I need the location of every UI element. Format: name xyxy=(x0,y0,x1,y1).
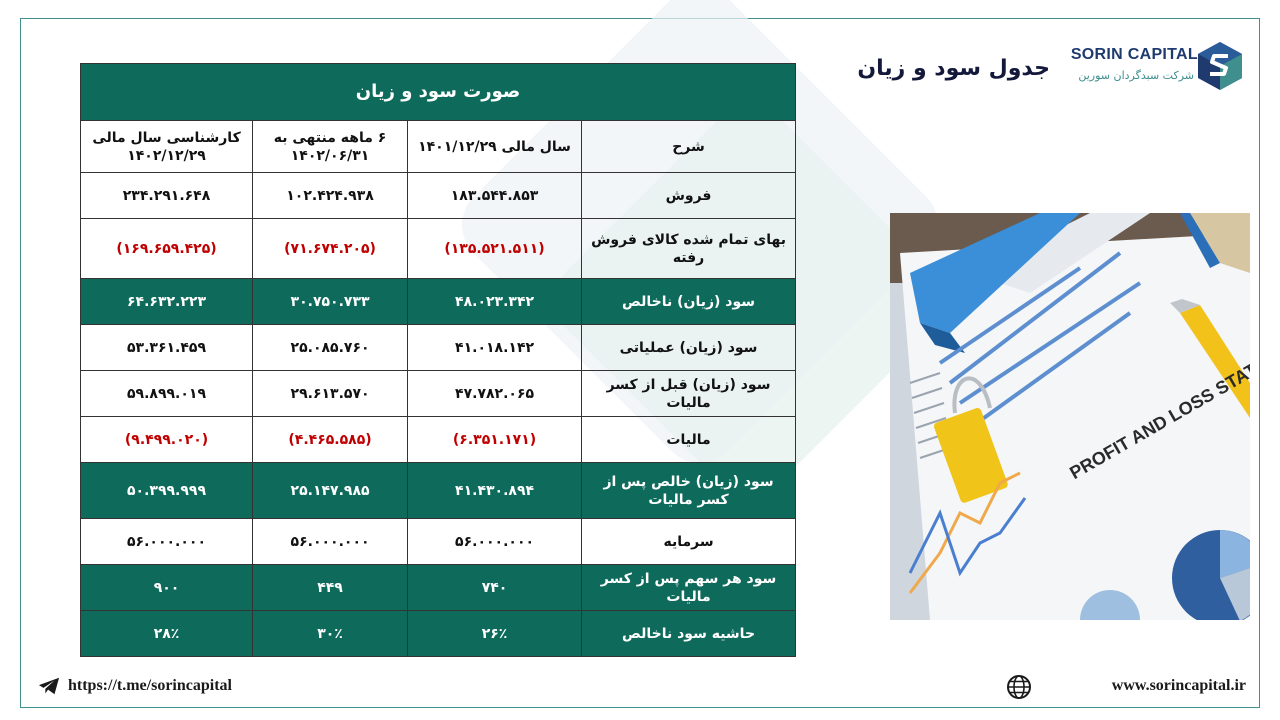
cell-value: ۳۰٪ xyxy=(253,611,408,657)
row-label: سود (زیان) خالص پس از کسر مالیات xyxy=(582,463,796,519)
table-row xyxy=(81,371,796,417)
column-header: کارشناسی سال مالی ۱۴۰۲/۱۲/۲۹ xyxy=(81,121,253,173)
cell-value: ۹۰۰ xyxy=(81,565,253,611)
cell-value: (۴.۴۶۵.۵۸۵) xyxy=(253,417,408,463)
cell-value: ۳۰.۷۵۰.۷۳۳ xyxy=(253,279,408,325)
cell-value: ۵۶.۰۰۰.۰۰۰ xyxy=(408,519,582,565)
table-row xyxy=(81,611,796,657)
table-row xyxy=(81,463,796,519)
page-title: جدول سود و زیان xyxy=(857,56,1050,81)
cell-value: ۲۸٪ xyxy=(81,611,253,657)
cell-value: ۲۳۴.۲۹۱.۶۴۸ xyxy=(81,173,253,219)
cell-value: ۲۹.۶۱۳.۵۷۰ xyxy=(253,371,408,417)
cell-value: ۴۱.۴۳۰.۸۹۴ xyxy=(408,463,582,519)
cell-value: ۲۵.۰۸۵.۷۶۰ xyxy=(253,325,408,371)
cell-value: ۷۴۰ xyxy=(408,565,582,611)
column-header: ۶ ماهه منتهی به ۱۴۰۲/۰۶/۳۱ xyxy=(253,121,408,173)
brand-name: SORIN CAPITAL xyxy=(1070,46,1198,63)
row-label: سود (زیان) ناخالص xyxy=(582,279,796,325)
row-label: حاشیه سود ناخالص xyxy=(582,611,796,657)
cell-value: (۶.۳۵۱.۱۷۱) xyxy=(408,417,582,463)
table-row xyxy=(81,417,796,463)
brand-logo xyxy=(1044,40,1244,94)
table-title: صورت سود و زیان xyxy=(81,64,796,121)
cell-value: ۵۳.۳۶۱.۴۵۹ xyxy=(81,325,253,371)
row-label: سود هر سهم پس از کسر مالیات xyxy=(582,565,796,611)
cell-value: ۱۰۲.۴۲۴.۹۳۸ xyxy=(253,173,408,219)
telegram-icon xyxy=(38,676,60,696)
cell-value: ۵۰.۳۹۹.۹۹۹ xyxy=(81,463,253,519)
photo-illustration xyxy=(890,213,1250,620)
cell-value: ۴۸.۰۲۳.۳۴۲ xyxy=(408,279,582,325)
profit-loss-photo xyxy=(890,213,1250,620)
profit-loss-table xyxy=(80,63,796,657)
row-label: سود (زیان) عملیاتی xyxy=(582,325,796,371)
table-row xyxy=(81,173,796,219)
row-label: فروش xyxy=(582,173,796,219)
cell-value: ۵۶.۰۰۰.۰۰۰ xyxy=(81,519,253,565)
cell-value: (۱۳۵.۵۲۱.۵۱۱) xyxy=(408,219,582,279)
cell-value: ۶۴.۶۳۲.۲۲۳ xyxy=(81,279,253,325)
cell-value: (۹.۴۹۹.۰۲۰) xyxy=(81,417,253,463)
table-row xyxy=(81,325,796,371)
telegram-url[interactable]: https://t.me/sorincapital xyxy=(68,677,232,694)
brand-subtitle: شرکت سبدگردان سورین xyxy=(1078,69,1194,82)
cell-value: (۷۱.۶۷۴.۲۰۵) xyxy=(253,219,408,279)
row-label: بهای تمام شده کالای فروش رفته xyxy=(582,219,796,279)
cell-value: ۲۵.۱۴۷.۹۸۵ xyxy=(253,463,408,519)
cell-value: ۴۴۹ xyxy=(253,565,408,611)
globe-icon xyxy=(1006,674,1032,700)
column-header: سال مالی ۱۴۰۱/۱۲/۲۹ xyxy=(408,121,582,173)
cell-value: ۲۶٪ xyxy=(408,611,582,657)
row-label: سرمایه xyxy=(582,519,796,565)
table-row xyxy=(81,219,796,279)
row-label: سود (زیان) قبل از کسر مالیات xyxy=(582,371,796,417)
website-url[interactable]: www.sorincapital.ir xyxy=(1111,677,1246,694)
cell-value: ۴۷.۷۸۲.۰۶۵ xyxy=(408,371,582,417)
row-label: مالیات xyxy=(582,417,796,463)
cell-value: ۵۶.۰۰۰.۰۰۰ xyxy=(253,519,408,565)
table-row xyxy=(81,519,796,565)
table-row xyxy=(81,279,796,325)
table-row xyxy=(81,565,796,611)
cell-value: ۵۹.۸۹۹.۰۱۹ xyxy=(81,371,253,417)
column-header: شرح xyxy=(582,121,796,173)
website-link[interactable] xyxy=(1006,674,1246,698)
cell-value: ۱۸۳.۵۴۴.۸۵۳ xyxy=(408,173,582,219)
logo-mark-icon xyxy=(1196,40,1244,90)
cell-value: (۱۶۹.۶۵۹.۴۲۵) xyxy=(81,219,253,279)
cell-value: ۴۱.۰۱۸.۱۴۲ xyxy=(408,325,582,371)
